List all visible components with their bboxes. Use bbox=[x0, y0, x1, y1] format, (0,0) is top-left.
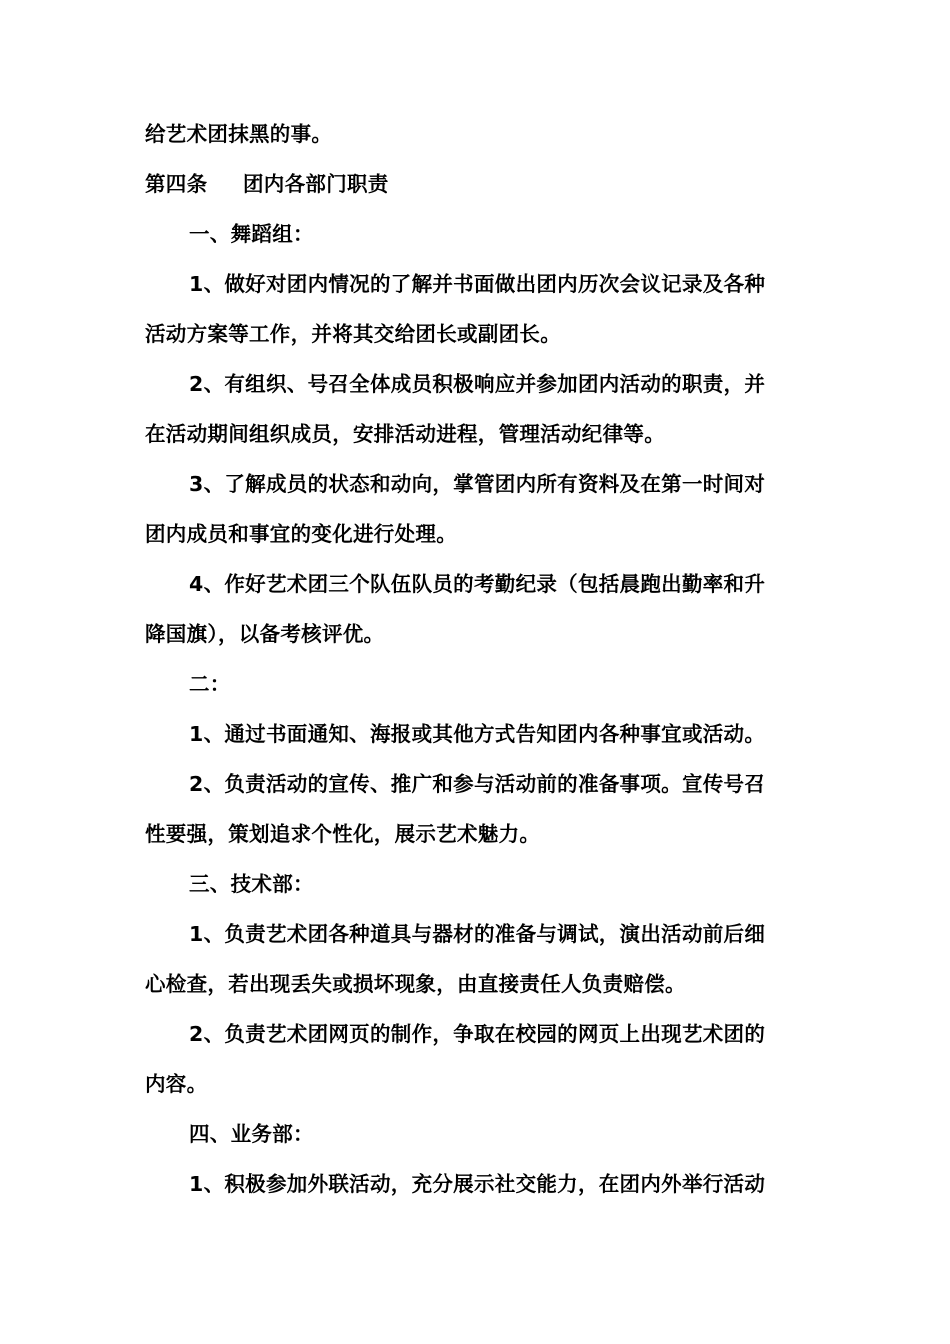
paragraph-line: 团内成员和事宜的变化进行处理。 bbox=[145, 522, 457, 546]
paragraph-line: 心检查，若出现丢失或损坏现象，由直接责任人负责赔偿。 bbox=[145, 972, 686, 996]
list-item: 2、负责活动的宣传、推广和参与活动前的准备事项。宣传号召 bbox=[189, 772, 766, 796]
list-item: 3、了解成员的状态和动向，掌管团内所有资料及在第一时间对 bbox=[189, 472, 766, 496]
paragraph-line: 在活动期间组织成员，安排活动进程，管理活动纪律等。 bbox=[145, 422, 665, 446]
section-heading: 一、舞蹈组： bbox=[189, 222, 314, 246]
list-item: 2、负责艺术团网页的制作，争取在校园的网页上出现艺术团的 bbox=[189, 1022, 766, 1046]
paragraph-line: 内容。 bbox=[145, 1072, 208, 1096]
list-item: 4、作好艺术团三个队伍队员的考勤纪录（包括晨跑出勤率和升 bbox=[189, 572, 766, 596]
article-title: 团内各部门职责 bbox=[243, 172, 389, 196]
article-heading bbox=[145, 159, 815, 209]
list-item: 1、做好对团内情况的了解并书面做出团内历次会议记录及各种 bbox=[189, 272, 766, 296]
document-body bbox=[145, 109, 815, 1209]
list-item: 1、通过书面通知、海报或其他方式告知团内各种事宜或活动。 bbox=[189, 722, 766, 746]
section-heading: 四、业务部： bbox=[189, 1122, 314, 1146]
section-heading: 三、技术部： bbox=[189, 872, 314, 896]
paragraph-line: 性要强，策划追求个性化，展示艺术魅力。 bbox=[145, 822, 541, 846]
paragraph-line: 降国旗），以备考核评优。 bbox=[145, 622, 385, 646]
paragraph-line: 活动方案等工作，并将其交给团长或副团长。 bbox=[145, 322, 561, 346]
paragraph-line: 给艺术团抹黑的事。 bbox=[145, 122, 333, 146]
article-number: 第四条 bbox=[145, 172, 208, 196]
list-item: 1、负责艺术团各种道具与器材的准备与调试，演出活动前后细 bbox=[189, 922, 766, 946]
section-heading: 二： bbox=[189, 672, 231, 696]
list-item: 2、有组织、号召全体成员积极响应并参加团内活动的职责，并 bbox=[189, 372, 766, 396]
list-item: 1、积极参加外联活动，充分展示社交能力，在团内外举行活动 bbox=[189, 1172, 766, 1196]
